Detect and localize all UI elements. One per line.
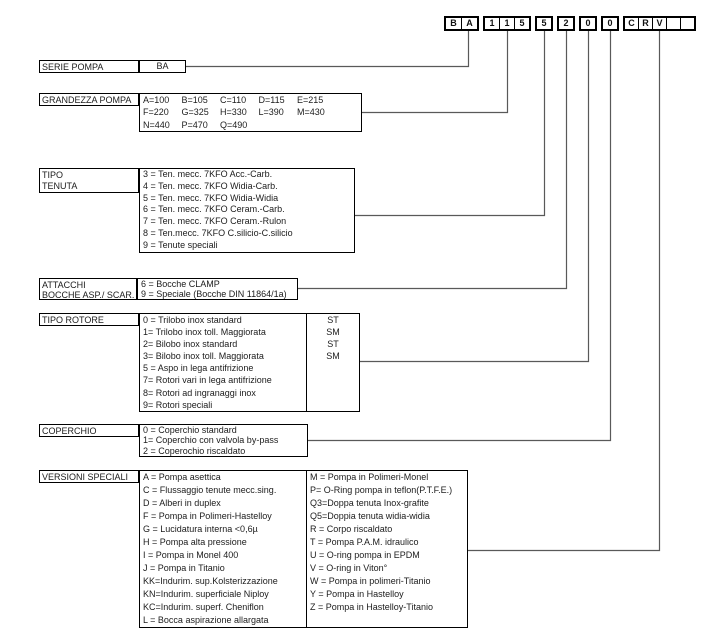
- rotore-tag: SM: [326, 327, 340, 338]
- rotore-tag: [307, 362, 359, 374]
- attacchi-table: [137, 278, 298, 300]
- versioni-row: H = Pompa alta pressione: [143, 537, 247, 547]
- rotore-tag: ST: [327, 339, 339, 350]
- tipo-tenuta-label-line2: TENUTA: [42, 181, 78, 191]
- attacchi-row: 6 = Bocche CLAMP: [141, 279, 220, 289]
- versioni-row: D = Alberi in duplex: [143, 498, 221, 508]
- rotore-tag: [307, 374, 359, 386]
- tenuta-row: 4 = Ten. mecc. 7KFO Widia-Carb.: [143, 180, 278, 191]
- versioni-row: T = Pompa P.A.M. idraulico: [310, 537, 419, 547]
- tenuta-row: 8 = Ten.mecc. 7KFO C.silicio-C.silicio: [143, 227, 293, 238]
- rotore-row: 3= Bilobo inox toll. Maggiorata: [143, 351, 264, 362]
- code-group-grandezza: [483, 16, 531, 31]
- rotore-row: 9= Rotori speciali: [143, 399, 213, 410]
- versioni-row: Z = Pompa in Hastelloy-Titanio: [310, 602, 433, 612]
- rotore-row: 2= Bilobo inox standard: [143, 339, 238, 350]
- versioni-row: I = Pompa in Monel 400: [143, 550, 239, 560]
- versioni-row: G = Lucidatura interna <0,6µ: [143, 524, 258, 534]
- grandezza-value: G=325: [181, 107, 209, 118]
- code-cell: 0: [607, 18, 613, 28]
- versioni-row: Y = Pompa in Hastelloy: [310, 589, 404, 599]
- versioni-row: C = Flussaggio tenute mecc.sing.: [143, 485, 277, 495]
- versioni-right-column: [307, 471, 469, 627]
- code-group-versioni: [623, 16, 696, 31]
- versioni-row: P= O-Ring pompa in teflon(P.T.F.E.): [310, 485, 453, 495]
- versioni-row: V = O-ring in Viton°: [310, 563, 388, 573]
- grandezza-value: B=105: [181, 95, 208, 105]
- coperchio-row: 1= Coperchio con valvola by-pass: [143, 435, 279, 446]
- code-cell: R: [638, 18, 652, 29]
- code-cell: 5: [541, 18, 547, 28]
- coperchio-table: [139, 424, 308, 457]
- grandezza-row: [140, 106, 361, 118]
- versioni-row: R = Corpo riscaldato: [310, 524, 393, 534]
- code-group-attacchi: [557, 16, 575, 31]
- tenuta-row: 3 = Ten. mecc. 7KFO Acc.-Carb.: [143, 169, 273, 179]
- grandezza-value: D=115: [258, 95, 285, 105]
- coperchio-row: 2 = Coperochio riscaldato: [143, 445, 246, 456]
- attacchi-label-line2: BOCCHE ASP./ SCAR.: [42, 290, 135, 300]
- grandezza-value: Q=490: [220, 119, 248, 130]
- code-cell: V: [652, 18, 666, 29]
- tenuta-row: 9 = Tenute speciali: [143, 239, 218, 250]
- tipo-rotore-label: TIPO ROTORE: [39, 313, 139, 326]
- rotore-tag: [307, 387, 359, 399]
- rotore-tag: [307, 399, 359, 411]
- attacchi-label: [39, 278, 137, 300]
- versioni-row: KN=Indurim. superficiale Niploy: [143, 589, 269, 599]
- grandezza-value: A=100: [143, 95, 170, 105]
- code-cell: 5: [514, 18, 529, 29]
- grandezza-value: L=390: [258, 107, 284, 118]
- tenuta-row: 7 = Ten. mecc. 7KFO Ceram.-Rulon: [143, 216, 287, 227]
- code-cell: [666, 18, 680, 29]
- code-cell: C: [628, 18, 635, 28]
- rotore-row: 5 = Aspo in lega antifrizione: [143, 363, 254, 374]
- code-cell: 1: [489, 18, 495, 28]
- versioni-row: U = O-ring pompa in EPDM: [310, 550, 420, 560]
- grandezza-value: P=470: [181, 119, 208, 130]
- versioni-row: Q3=Doppa tenuta Inox-grafite: [310, 498, 429, 508]
- grandezza-pompa-table: [139, 93, 362, 132]
- versioni-row: F = Pompa in Polimeri-Hastelloy: [143, 511, 272, 521]
- grandezza-value: C=110: [220, 95, 247, 105]
- versioni-speciali-label: VERSIONI SPECIALI: [39, 470, 139, 483]
- code-group-serie: [444, 16, 479, 31]
- coperchio-label: COPERCHIO: [39, 424, 139, 437]
- tenuta-row: 6 = Ten. mecc. 7KFO Ceram.-Carb.: [143, 204, 285, 215]
- tipo-tenuta-label: [39, 168, 139, 193]
- versioni-row: A = Pompa asettica: [143, 472, 221, 482]
- versioni-row: Q5=Doppia tenuta widia-widia: [310, 511, 430, 521]
- versioni-row: W = Pompa in polimeri-Titanio: [310, 576, 431, 586]
- tipo-tenuta-table: [139, 168, 355, 253]
- tipo-tenuta-label-line1: TIPO: [42, 170, 64, 180]
- coperchio-row: 0 = Coperchio standard: [143, 425, 237, 435]
- code-cell: 1: [499, 18, 514, 29]
- grandezza-row: [140, 94, 361, 106]
- serie-pompa-label: SERIE POMPA: [39, 60, 139, 73]
- rotore-tag: ST: [327, 315, 339, 325]
- grandezza-pompa-label: GRANDEZZA POMPA: [39, 93, 139, 106]
- rotore-row: 1= Trilobo inox toll. Maggiorata: [143, 327, 266, 338]
- rotore-row: 0 = Trilobo inox standard: [143, 315, 242, 325]
- code-cell: [680, 18, 694, 29]
- rotore-row: 8= Rotori ad ingranaggi inox: [143, 387, 256, 398]
- grandezza-row: [140, 119, 361, 131]
- code-cell: 2: [563, 18, 569, 28]
- code-cell: A: [461, 18, 477, 29]
- rotore-row: 7= Rotori vari in lega antifrizione: [143, 375, 272, 386]
- versioni-speciali-table: [139, 470, 468, 628]
- versioni-left-column: [140, 471, 306, 627]
- versioni-row: J = Pompa in Titanio: [143, 563, 225, 573]
- attacchi-row: 9 = Speciale (Bocche DIN 11864/1a): [141, 289, 287, 299]
- versioni-row: KC=Indurim. superf. Cheniflon: [143, 602, 264, 612]
- versioni-row: KK=Indurim. sup.Kolsterizzazione: [143, 576, 278, 586]
- code-cell: B: [450, 18, 457, 28]
- tipo-rotore-table: [139, 313, 307, 412]
- versioni-row: M = Pompa in Polimeri-Monel: [310, 472, 429, 482]
- serie-pompa-value: BA: [139, 60, 186, 73]
- attacchi-label-line1: ATTACCHI: [42, 280, 86, 290]
- code-cell: 0: [585, 18, 591, 28]
- tipo-rotore-tag-column: [306, 313, 360, 412]
- grandezza-value: H=330: [220, 107, 247, 118]
- code-group-tenuta: [535, 16, 553, 31]
- code-group-rotore: [579, 16, 597, 31]
- rotore-tag: SM: [326, 351, 340, 362]
- versioni-row: L = Bocca aspirazione allargata: [143, 615, 269, 625]
- grandezza-value: E=215: [297, 95, 324, 105]
- grandezza-value: N=440: [143, 119, 170, 130]
- code-group-coperchio: [601, 16, 619, 31]
- grandezza-value: F=220: [143, 107, 169, 118]
- grandezza-value: M=430: [297, 107, 325, 118]
- tenuta-row: 5 = Ten. mecc. 7KFO Widia-Widia: [143, 192, 279, 203]
